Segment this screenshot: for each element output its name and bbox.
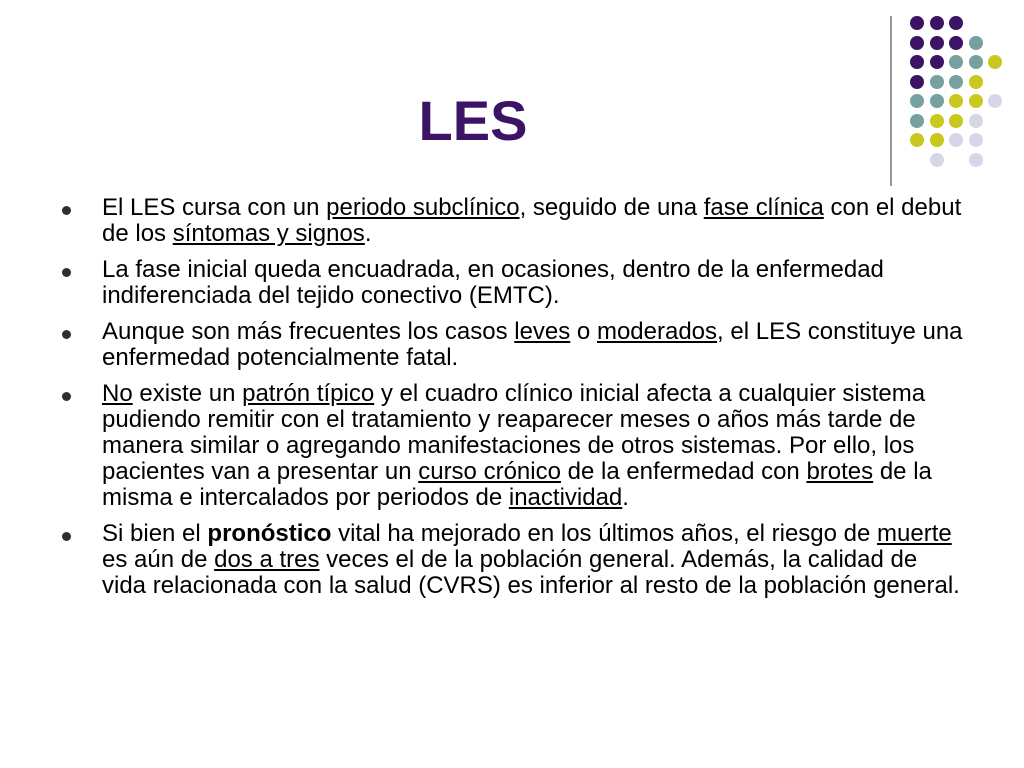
bold-term: pronóstico: [207, 520, 332, 547]
bullet-text: La fase inicial queda encuadrada, en ocasiones, dentro de la enfermedad indiferenciada del tejido conectivo (EMTC).: [102, 256, 884, 309]
underlined-term: curso crónico: [418, 458, 561, 485]
decorative-dot-purple: [949, 16, 963, 30]
decorative-dot-purple: [930, 36, 944, 50]
bullet-text: de la enfermedad con: [560, 458, 807, 485]
decorative-dot-lavender: [969, 153, 983, 167]
bullet-text: Si bien el: [102, 520, 208, 547]
underlined-term: inactividad: [508, 484, 623, 511]
bullet-text: , el LES constituye una enfermedad potencialmente fatal.: [102, 318, 963, 371]
decorative-dot-yellow: [988, 55, 1002, 69]
underlined-term: dos a tres: [214, 546, 320, 573]
slide-title: LES: [418, 89, 528, 152]
decorative-dot-purple: [910, 55, 924, 69]
underlined-term: No: [102, 380, 133, 407]
underlined-term: moderados: [596, 318, 718, 345]
decorative-dot-yellow: [949, 94, 963, 108]
underlined-term: síntomas y signos: [172, 220, 365, 247]
bullet-text: es aún de: [102, 546, 215, 573]
underlined-term: muerte: [877, 520, 952, 547]
decorative-dot-teal: [949, 75, 963, 89]
bullet-text: de la misma e intercalados por periodos de: [102, 458, 932, 511]
bullet-list: [60, 195, 965, 609]
underlined-term: periodo subclínico: [326, 194, 520, 221]
underlined-term: fase clínica: [703, 194, 824, 221]
decorative-dot-lavender: [949, 133, 963, 147]
decorative-dot-purple: [910, 16, 924, 30]
bullet-item: [60, 257, 965, 309]
bullet-item: [60, 319, 965, 371]
bullet-text: El LES cursa con un: [102, 194, 327, 221]
decorative-dot-purple: [910, 36, 924, 50]
underlined-term: leves: [514, 318, 571, 345]
bullet-text: con el debut de los: [102, 194, 962, 247]
bullet-text: o: [570, 318, 597, 345]
decorative-dot-yellow: [949, 114, 963, 128]
decorative-dot-lavender: [988, 94, 1002, 108]
bullet-text: y el cuadro clínico inicial afecta a cualquier sistema pudiendo remitir con el tratamiento y reaparecer meses o años más tarde de manera similar o agregando manifestaciones de otros sistemas. Por ello, los pacientes van a presentar un: [102, 380, 926, 485]
bullet-text: veces el de la población general. Además, la calidad de vida relacionada con la salud (CVRS) es inferior al resto de la población general.: [102, 546, 960, 599]
decorative-dot-teal: [969, 36, 983, 50]
decorative-dot-purple: [949, 36, 963, 50]
bullet-item: [60, 381, 965, 511]
bullet-text: Aunque son más frecuentes los casos: [102, 318, 515, 345]
bullet-text: vital ha mejorado en los últimos años, el riesgo de: [331, 520, 878, 547]
decorative-dot-lavender: [969, 114, 983, 128]
underlined-term: brotes: [806, 458, 874, 485]
bullet-item: [60, 195, 965, 247]
bullet-text: .: [622, 484, 629, 511]
decorative-dot-purple: [930, 16, 944, 30]
decorative-dot-lavender: [969, 133, 983, 147]
decorative-dot-yellow: [969, 94, 983, 108]
bullet-item: [60, 521, 965, 599]
decorative-dot-yellow: [969, 75, 983, 89]
decorative-dot-teal: [949, 55, 963, 69]
bullet-text: .: [364, 220, 372, 247]
decorative-dot-purple: [930, 55, 944, 69]
bullet-text: existe un: [132, 380, 243, 407]
decorative-dot-teal: [969, 55, 983, 69]
underlined-term: patrón típico: [242, 380, 375, 407]
bullet-text: , seguido de una: [519, 194, 704, 221]
